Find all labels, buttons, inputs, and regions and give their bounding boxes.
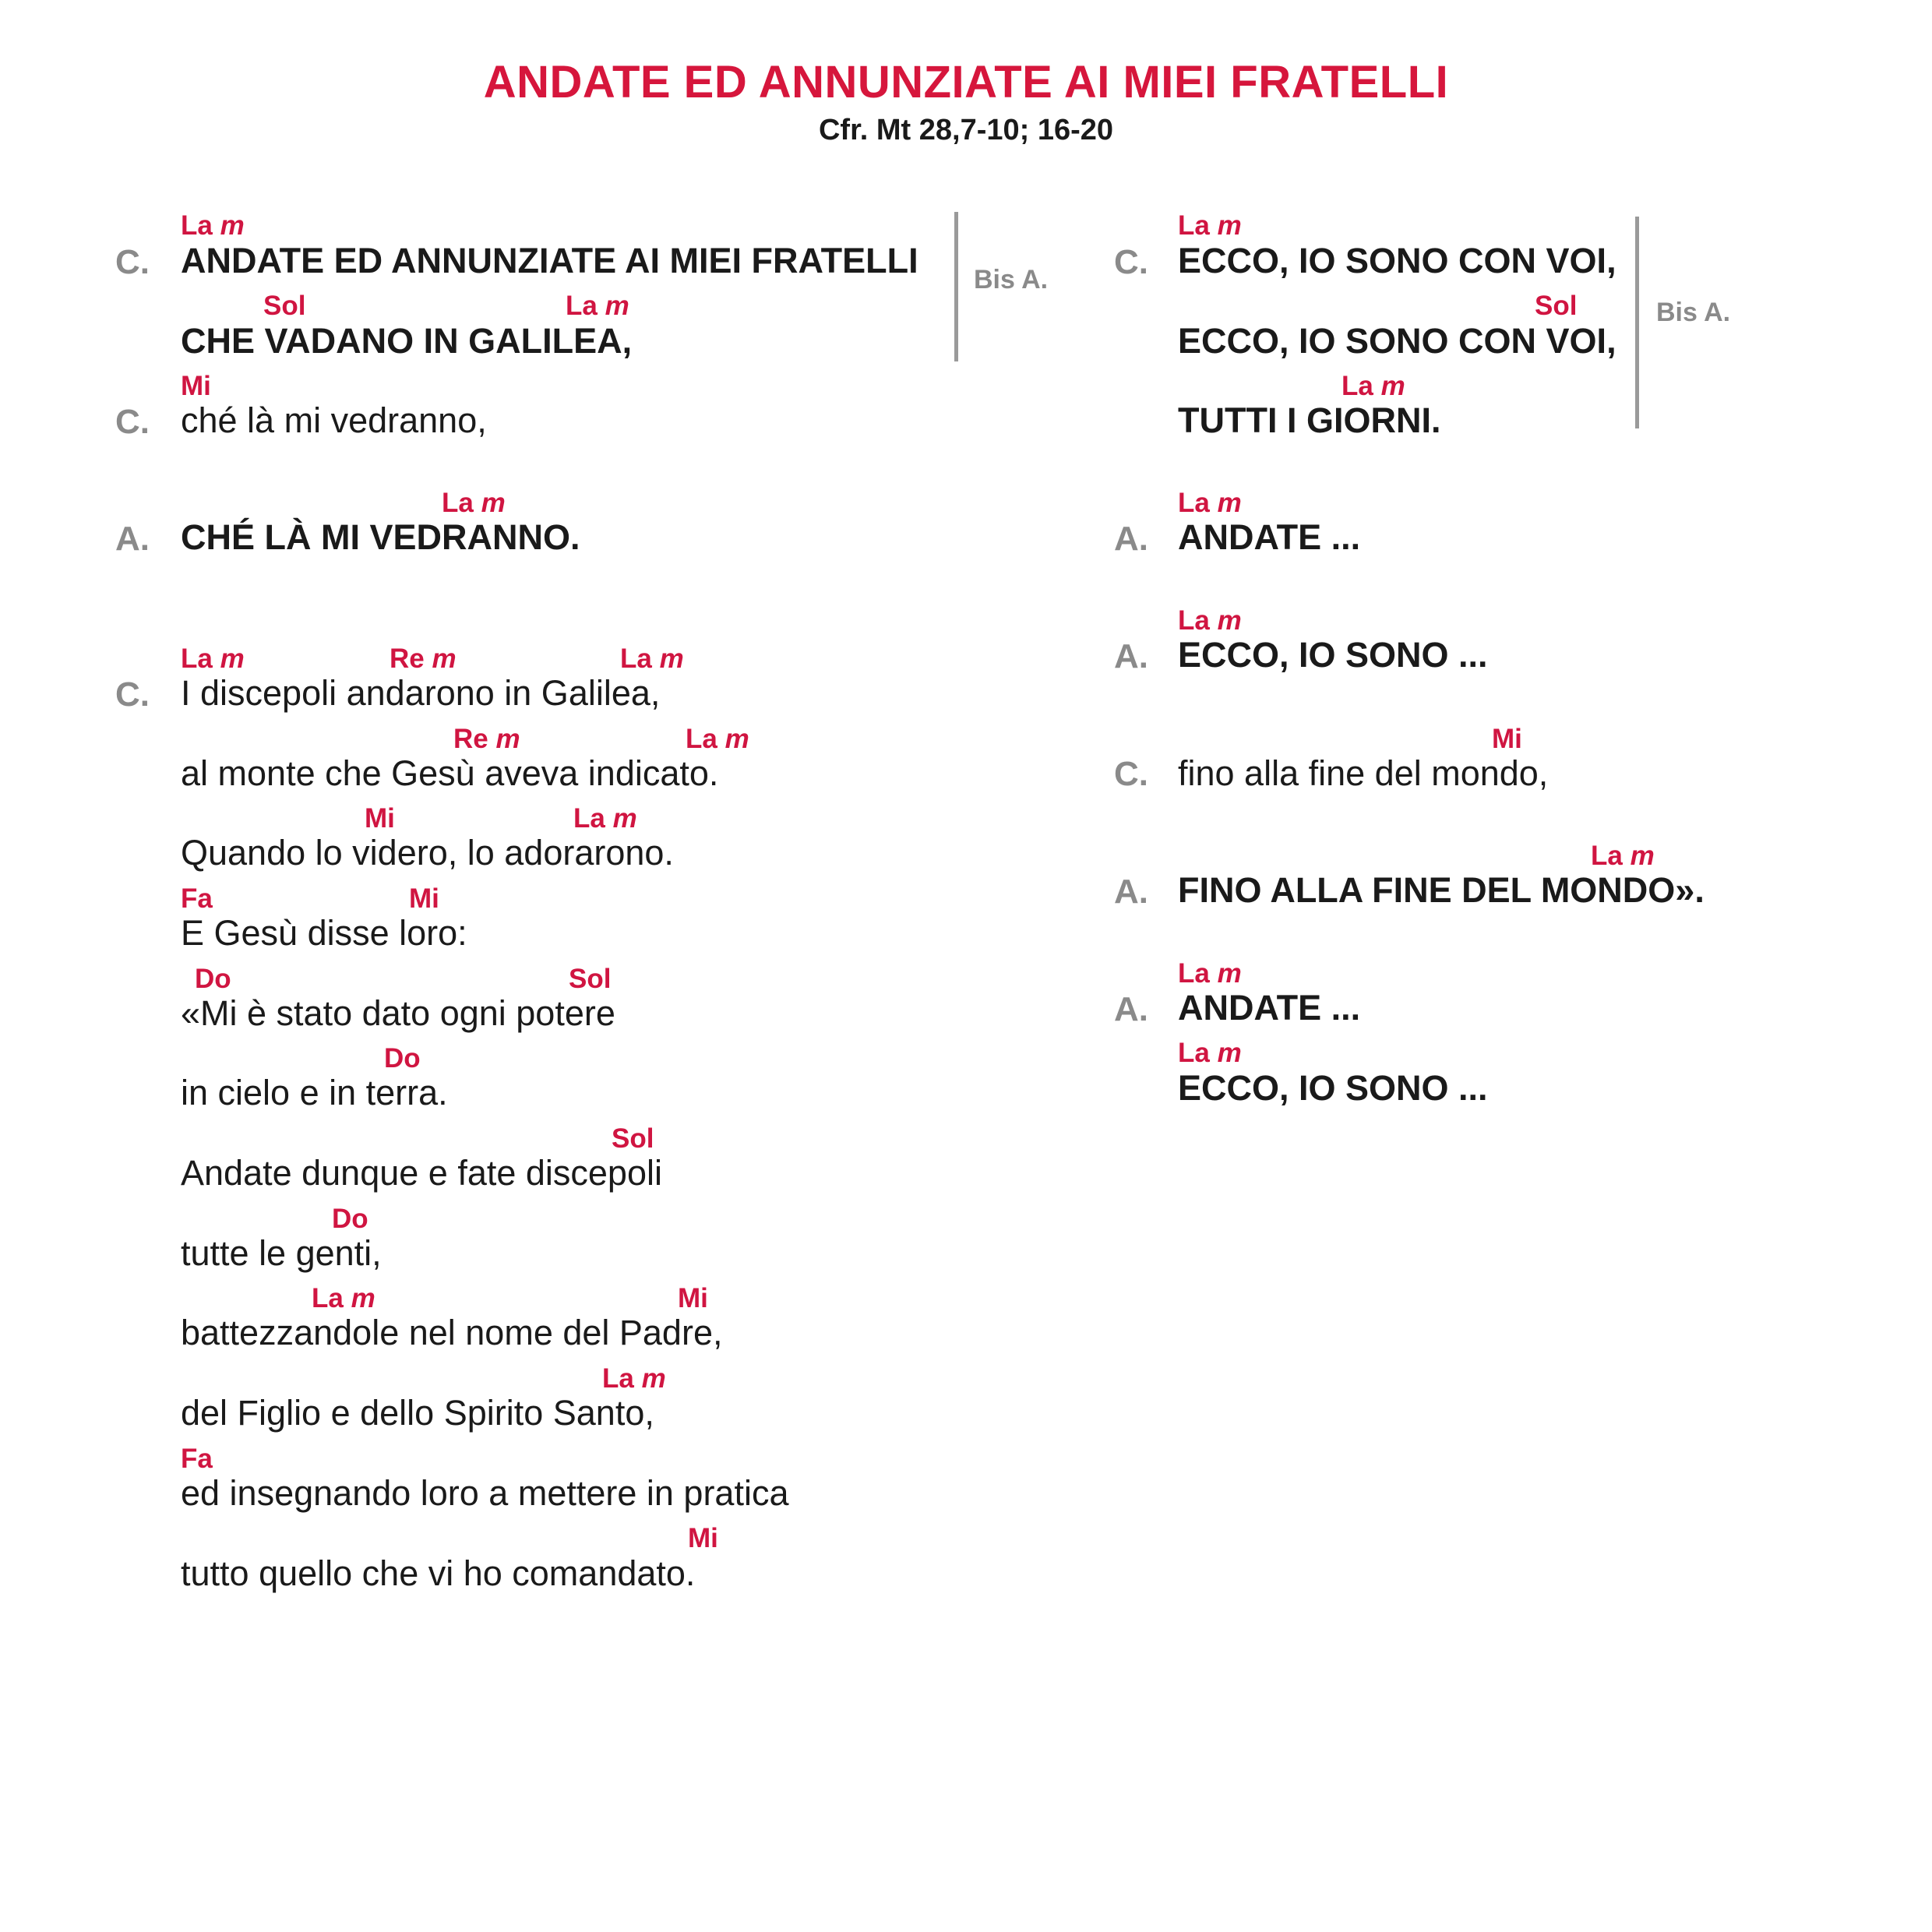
lyric-line: tutto quello che vi ho comandato. bbox=[181, 1553, 696, 1593]
bis-label: Bis A. bbox=[1656, 298, 1731, 327]
chord: Do bbox=[195, 964, 231, 994]
lyric-line: fino alla fine del mondo, bbox=[1178, 753, 1549, 793]
bis-bracket bbox=[1635, 217, 1639, 428]
chord: La m bbox=[1178, 210, 1242, 241]
role-marker: C. bbox=[1114, 243, 1148, 281]
page-subtitle: Cfr. Mt 28,7-10; 16-20 bbox=[818, 114, 1114, 146]
role-marker: A. bbox=[1114, 873, 1148, 911]
lyric-line: del Figlio e dello Spirito Santo, bbox=[181, 1393, 654, 1433]
lyric-line: ECCO, IO SONO CON VOI, bbox=[1178, 241, 1616, 280]
chord: La m bbox=[620, 643, 684, 674]
lyric-line: in cielo e in terra. bbox=[181, 1073, 448, 1112]
role-marker: A. bbox=[1114, 520, 1148, 558]
chord: Do bbox=[384, 1043, 421, 1074]
role-marker: C. bbox=[1114, 755, 1148, 793]
chord: La m bbox=[602, 1363, 666, 1394]
lyric-line: I discepoli andarono in Galilea, bbox=[181, 673, 661, 713]
bis-bracket bbox=[954, 212, 958, 361]
lyric-line: TUTTI I GIORNI. bbox=[1178, 400, 1441, 440]
chord: La m bbox=[573, 803, 637, 834]
role-marker: A. bbox=[115, 520, 150, 558]
chord: La m bbox=[1591, 841, 1655, 871]
chord: La m bbox=[566, 291, 629, 321]
lyric-line: ANDATE ... bbox=[1178, 988, 1361, 1028]
lyric-line: Andate dunque e fate discepoli bbox=[181, 1153, 662, 1193]
lyric-line: ed insegnando loro a mettere in pratica bbox=[181, 1473, 789, 1513]
chord: La m bbox=[442, 488, 506, 518]
chord: La m bbox=[1178, 488, 1242, 518]
chord: La m bbox=[312, 1283, 375, 1313]
chord: Sol bbox=[263, 291, 306, 321]
chord: La m bbox=[181, 210, 245, 241]
lyric-line: ANDATE ED ANNUNZIATE AI MIEI FRATELLI bbox=[181, 241, 918, 280]
chord: Sol bbox=[569, 964, 612, 994]
chord: La m bbox=[1178, 1038, 1242, 1068]
chord: Fa bbox=[181, 883, 213, 914]
lyric-line: tutte le genti, bbox=[181, 1233, 382, 1273]
lyric-line: FINO ALLA FINE DEL MONDO». bbox=[1178, 870, 1705, 910]
chord: La m bbox=[1341, 371, 1405, 401]
chord: Mi bbox=[688, 1523, 718, 1553]
role-marker: C. bbox=[115, 403, 150, 441]
role-marker: A. bbox=[1114, 637, 1148, 675]
chord: Mi bbox=[1492, 724, 1522, 754]
chord: Mi bbox=[678, 1283, 708, 1313]
chord: Re m bbox=[453, 724, 520, 754]
chord: La m bbox=[686, 724, 749, 754]
lyric-line: ECCO, IO SONO CON VOI, bbox=[1178, 321, 1616, 361]
chord: Fa bbox=[181, 1444, 213, 1474]
chord: La m bbox=[181, 643, 245, 674]
lyric-line: ANDATE ... bbox=[1178, 517, 1361, 557]
role-marker: C. bbox=[115, 243, 150, 281]
chord: Do bbox=[332, 1204, 368, 1234]
bis-label: Bis A. bbox=[974, 265, 1049, 294]
chord: Sol bbox=[612, 1123, 654, 1154]
lyric-line: «Mi è stato dato ogni potere bbox=[181, 993, 615, 1033]
chord: La m bbox=[1178, 605, 1242, 636]
role-marker: C. bbox=[115, 675, 150, 714]
lyric-line: CHE VADANO IN GALILEA, bbox=[181, 321, 633, 361]
role-marker: A. bbox=[1114, 990, 1148, 1028]
lyric-line: ECCO, IO SONO ... bbox=[1178, 1068, 1488, 1108]
chord: Mi bbox=[409, 883, 439, 914]
lyric-line: E Gesù disse loro: bbox=[181, 913, 467, 953]
chord: Mi bbox=[365, 803, 395, 834]
lyric-line: Quando lo videro, lo adorarono. bbox=[181, 833, 674, 873]
chord: Mi bbox=[181, 371, 211, 401]
chord: Re m bbox=[390, 643, 457, 674]
lyric-line: ECCO, IO SONO ... bbox=[1178, 635, 1488, 675]
chord: La m bbox=[1178, 958, 1242, 989]
chord: Sol bbox=[1535, 291, 1578, 321]
lyric-line: ché là mi vedranno, bbox=[181, 400, 487, 440]
lyric-line: al monte che Gesù aveva indicato. bbox=[181, 753, 719, 793]
lyric-line: battezzandole nel nome del Padre, bbox=[181, 1313, 723, 1352]
page-title: ANDATE ED ANNUNZIATE AI MIEI FRATELLI bbox=[483, 57, 1449, 108]
lyric-line: CHÉ LÀ MI VEDRANNO. bbox=[181, 517, 580, 557]
